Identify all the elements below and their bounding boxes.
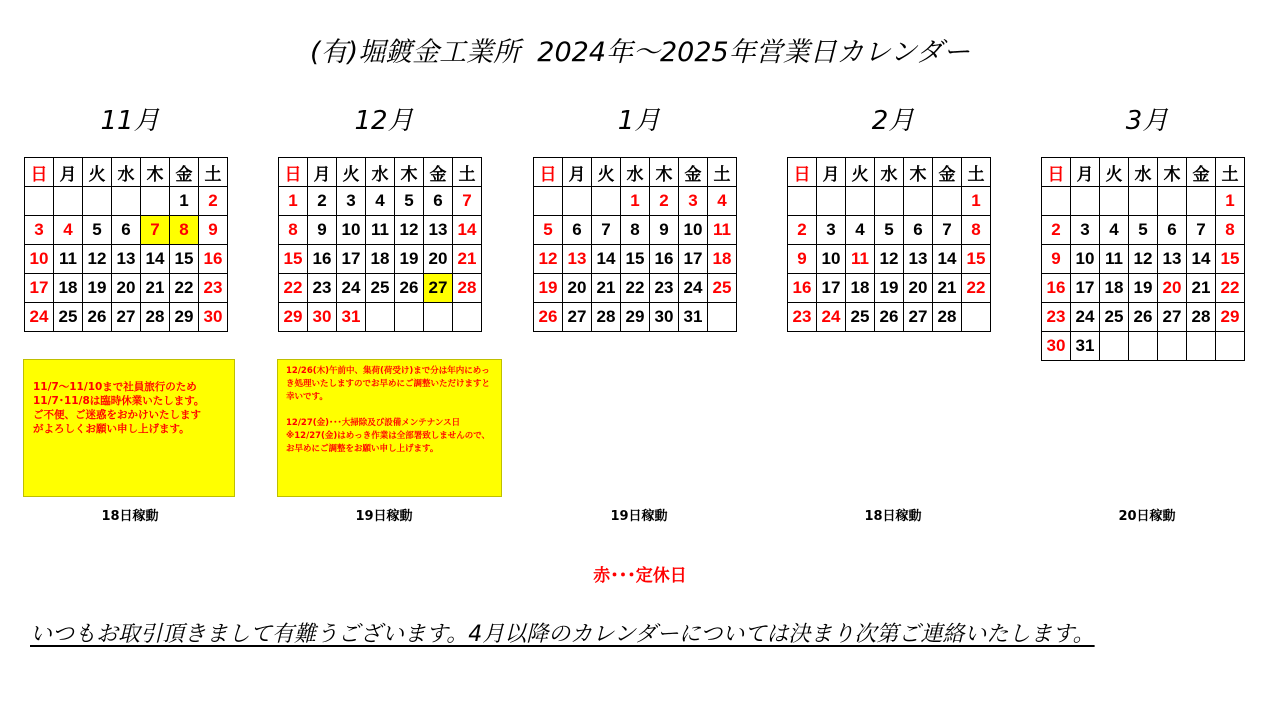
day-cell: 11 bbox=[366, 216, 395, 245]
day-cell: 7 bbox=[1187, 216, 1216, 245]
day-cell: 11 bbox=[708, 216, 737, 245]
day-cell: 22 bbox=[279, 274, 308, 303]
day-cell: 3 bbox=[679, 187, 708, 216]
day-cell bbox=[1158, 332, 1187, 361]
day-cell: 3 bbox=[817, 216, 846, 245]
day-cell bbox=[1187, 187, 1216, 216]
weekday-header: 水 bbox=[366, 158, 395, 187]
calendar-feb bbox=[787, 157, 991, 332]
note-december bbox=[277, 359, 502, 497]
day-cell: 12 bbox=[534, 245, 563, 274]
day-cell: 13 bbox=[1158, 245, 1187, 274]
weekday-header: 金 bbox=[679, 158, 708, 187]
month-label-nov: 11月 bbox=[100, 106, 160, 136]
note-line: がよろしくお願い申し上げます。 bbox=[33, 423, 190, 435]
weekday-header: 土 bbox=[1216, 158, 1245, 187]
day-cell: 1 bbox=[279, 187, 308, 216]
day-cell: 6 bbox=[1158, 216, 1187, 245]
calendar-jan bbox=[533, 157, 737, 332]
day-cell: 10 bbox=[817, 245, 846, 274]
day-cell: 13 bbox=[904, 245, 933, 274]
day-cell: 4 bbox=[1100, 216, 1129, 245]
day-cell: 6 bbox=[563, 216, 592, 245]
day-cell: 14 bbox=[933, 245, 962, 274]
day-cell: 11 bbox=[1100, 245, 1129, 274]
day-cell: 24 bbox=[337, 274, 366, 303]
day-cell: 29 bbox=[621, 303, 650, 332]
day-cell: 30 bbox=[1042, 332, 1071, 361]
weekday-header: 日 bbox=[788, 158, 817, 187]
weekday-header: 月 bbox=[817, 158, 846, 187]
day-cell: 30 bbox=[199, 303, 228, 332]
day-cell: 17 bbox=[337, 245, 366, 274]
day-cell: 9 bbox=[308, 216, 337, 245]
day-cell bbox=[1216, 332, 1245, 361]
day-cell: 14 bbox=[592, 245, 621, 274]
day-cell: 9 bbox=[650, 216, 679, 245]
day-cell: 19 bbox=[534, 274, 563, 303]
workdays-nov: 18日稼動 bbox=[101, 509, 159, 524]
day-cell: 28 bbox=[1187, 303, 1216, 332]
weekday-header: 月 bbox=[54, 158, 83, 187]
day-cell: 21 bbox=[1187, 274, 1216, 303]
day-cell: 24 bbox=[25, 303, 54, 332]
day-cell: 12 bbox=[875, 245, 904, 274]
day-cell: 3 bbox=[25, 216, 54, 245]
weekday-header: 木 bbox=[904, 158, 933, 187]
day-cell: 26 bbox=[83, 303, 112, 332]
day-cell: 1 bbox=[170, 187, 199, 216]
day-cell bbox=[453, 303, 482, 332]
day-cell: 17 bbox=[679, 245, 708, 274]
day-cell: 23 bbox=[650, 274, 679, 303]
workdays-jan: 19日稼動 bbox=[610, 509, 668, 524]
day-cell: 8 bbox=[962, 216, 991, 245]
day-cell: 1 bbox=[621, 187, 650, 216]
day-cell: 16 bbox=[788, 274, 817, 303]
day-cell: 19 bbox=[83, 274, 112, 303]
day-cell: 27 bbox=[904, 303, 933, 332]
weekday-header: 水 bbox=[112, 158, 141, 187]
day-cell bbox=[846, 187, 875, 216]
weekday-header: 水 bbox=[1129, 158, 1158, 187]
day-cell: 11 bbox=[846, 245, 875, 274]
day-cell: 2 bbox=[1042, 216, 1071, 245]
month-label-mar: 3月 bbox=[1125, 106, 1169, 136]
weekday-header: 土 bbox=[708, 158, 737, 187]
day-cell bbox=[1100, 187, 1129, 216]
day-cell: 31 bbox=[337, 303, 366, 332]
weekday-header: 金 bbox=[424, 158, 453, 187]
day-cell: 5 bbox=[1129, 216, 1158, 245]
day-cell: 23 bbox=[1042, 303, 1071, 332]
month-label-feb: 2月 bbox=[871, 106, 915, 136]
day-cell: 25 bbox=[366, 274, 395, 303]
day-cell: 11 bbox=[54, 245, 83, 274]
note-line: 11/7～11/10まで社員旅行のため bbox=[33, 381, 197, 393]
day-cell: 6 bbox=[904, 216, 933, 245]
day-cell: 1 bbox=[1216, 187, 1245, 216]
day-cell: 10 bbox=[1071, 245, 1100, 274]
weekday-header: 土 bbox=[962, 158, 991, 187]
day-cell: 18 bbox=[366, 245, 395, 274]
day-cell: 19 bbox=[395, 245, 424, 274]
weekday-header: 土 bbox=[199, 158, 228, 187]
day-cell: 5 bbox=[534, 216, 563, 245]
day-cell bbox=[962, 303, 991, 332]
day-cell bbox=[1100, 332, 1129, 361]
workdays-mar: 20日稼動 bbox=[1118, 509, 1176, 524]
day-cell: 10 bbox=[25, 245, 54, 274]
day-cell: 9 bbox=[199, 216, 228, 245]
day-cell bbox=[592, 187, 621, 216]
day-cell: 20 bbox=[424, 245, 453, 274]
day-cell bbox=[875, 187, 904, 216]
day-cell bbox=[395, 303, 424, 332]
day-cell: 9 bbox=[1042, 245, 1071, 274]
weekday-header: 土 bbox=[453, 158, 482, 187]
day-cell: 23 bbox=[199, 274, 228, 303]
weekday-header: 火 bbox=[592, 158, 621, 187]
day-cell: 4 bbox=[366, 187, 395, 216]
weekday-header: 水 bbox=[621, 158, 650, 187]
day-cell: 7 bbox=[141, 216, 170, 245]
day-cell: 1 bbox=[962, 187, 991, 216]
day-cell: 20 bbox=[563, 274, 592, 303]
day-cell: 19 bbox=[875, 274, 904, 303]
day-cell: 4 bbox=[54, 216, 83, 245]
day-cell: 10 bbox=[679, 216, 708, 245]
day-cell bbox=[1129, 332, 1158, 361]
day-cell: 18 bbox=[1100, 274, 1129, 303]
day-cell bbox=[54, 187, 83, 216]
day-cell bbox=[563, 187, 592, 216]
day-cell: 31 bbox=[679, 303, 708, 332]
day-cell: 29 bbox=[170, 303, 199, 332]
day-cell: 5 bbox=[83, 216, 112, 245]
day-cell: 8 bbox=[279, 216, 308, 245]
day-cell bbox=[1042, 187, 1071, 216]
note-line: 11/7･11/8は臨時休業いたします。 bbox=[33, 395, 205, 407]
day-cell: 21 bbox=[141, 274, 170, 303]
note-line: ご不便、ご迷惑をおかけいたします bbox=[33, 409, 201, 421]
day-cell: 24 bbox=[1071, 303, 1100, 332]
day-cell: 27 bbox=[112, 303, 141, 332]
day-cell: 24 bbox=[817, 303, 846, 332]
day-cell: 2 bbox=[308, 187, 337, 216]
weekday-header: 日 bbox=[25, 158, 54, 187]
day-cell: 25 bbox=[846, 303, 875, 332]
day-cell: 13 bbox=[424, 216, 453, 245]
day-cell bbox=[534, 187, 563, 216]
day-cell: 14 bbox=[141, 245, 170, 274]
day-cell bbox=[1071, 187, 1100, 216]
day-cell bbox=[25, 187, 54, 216]
day-cell: 23 bbox=[308, 274, 337, 303]
day-cell: 12 bbox=[1129, 245, 1158, 274]
day-cell: 7 bbox=[592, 216, 621, 245]
day-cell bbox=[141, 187, 170, 216]
day-cell: 7 bbox=[453, 187, 482, 216]
holiday-legend: 赤･･･定休日 bbox=[593, 566, 687, 586]
note-line: 12/26(木)午前中、集荷(荷受け)まで分は年内にめっき処理いたしますのでお早めにご調整いただけますと幸いです。 bbox=[286, 366, 491, 402]
day-cell: 9 bbox=[788, 245, 817, 274]
day-cell: 20 bbox=[904, 274, 933, 303]
day-cell: 25 bbox=[708, 274, 737, 303]
day-cell: 15 bbox=[621, 245, 650, 274]
day-cell: 29 bbox=[279, 303, 308, 332]
day-cell: 20 bbox=[112, 274, 141, 303]
day-cell: 13 bbox=[112, 245, 141, 274]
day-cell: 19 bbox=[1129, 274, 1158, 303]
day-cell: 22 bbox=[962, 274, 991, 303]
day-cell: 2 bbox=[199, 187, 228, 216]
day-cell bbox=[1129, 187, 1158, 216]
day-cell bbox=[112, 187, 141, 216]
weekday-header: 月 bbox=[1071, 158, 1100, 187]
day-cell: 17 bbox=[25, 274, 54, 303]
day-cell: 30 bbox=[308, 303, 337, 332]
day-cell: 21 bbox=[453, 245, 482, 274]
day-cell: 6 bbox=[112, 216, 141, 245]
footer-message: いつもお取引頂きまして有難うございます。4月以降のカレンダーについては決まり次第ご連絡いたします。 bbox=[30, 622, 1095, 647]
day-cell: 30 bbox=[650, 303, 679, 332]
month-label-dec: 12月 bbox=[354, 106, 414, 136]
day-cell: 7 bbox=[933, 216, 962, 245]
day-cell: 18 bbox=[54, 274, 83, 303]
day-cell: 15 bbox=[1216, 245, 1245, 274]
note-line: ※12/27(金)はめっき作業は全部署致しませんので、お早めにご調整をお願い申し上げます。 bbox=[286, 431, 491, 454]
day-cell: 26 bbox=[1129, 303, 1158, 332]
day-cell: 8 bbox=[621, 216, 650, 245]
workdays-feb: 18日稼動 bbox=[864, 509, 922, 524]
weekday-header: 月 bbox=[308, 158, 337, 187]
day-cell: 31 bbox=[1071, 332, 1100, 361]
day-cell: 26 bbox=[395, 274, 424, 303]
day-cell: 26 bbox=[875, 303, 904, 332]
day-cell: 28 bbox=[592, 303, 621, 332]
month-label-jan: 1月 bbox=[617, 106, 661, 136]
day-cell: 10 bbox=[337, 216, 366, 245]
weekday-header: 木 bbox=[1158, 158, 1187, 187]
day-cell bbox=[1158, 187, 1187, 216]
day-cell: 22 bbox=[621, 274, 650, 303]
day-cell bbox=[708, 303, 737, 332]
day-cell: 16 bbox=[650, 245, 679, 274]
day-cell: 25 bbox=[54, 303, 83, 332]
weekday-header: 金 bbox=[170, 158, 199, 187]
calendar-dec bbox=[278, 157, 482, 332]
page-title: (有)堀鍍金工業所 2024年～2025年営業日カレンダー bbox=[310, 37, 970, 68]
day-cell: 4 bbox=[846, 216, 875, 245]
day-cell: 15 bbox=[170, 245, 199, 274]
day-cell: 28 bbox=[933, 303, 962, 332]
day-cell: 6 bbox=[424, 187, 453, 216]
day-cell: 25 bbox=[1100, 303, 1129, 332]
day-cell: 16 bbox=[308, 245, 337, 274]
day-cell: 27 bbox=[424, 274, 453, 303]
weekday-header: 火 bbox=[83, 158, 112, 187]
day-cell: 15 bbox=[962, 245, 991, 274]
day-cell: 24 bbox=[679, 274, 708, 303]
day-cell: 28 bbox=[141, 303, 170, 332]
day-cell: 17 bbox=[1071, 274, 1100, 303]
calendar-mar bbox=[1041, 157, 1245, 361]
day-cell bbox=[788, 187, 817, 216]
weekday-header: 水 bbox=[875, 158, 904, 187]
day-cell bbox=[817, 187, 846, 216]
weekday-header: 木 bbox=[141, 158, 170, 187]
day-cell: 21 bbox=[592, 274, 621, 303]
note-november bbox=[23, 359, 235, 497]
day-cell bbox=[424, 303, 453, 332]
calendar-nov bbox=[24, 157, 228, 332]
weekday-header: 日 bbox=[1042, 158, 1071, 187]
weekday-header: 日 bbox=[279, 158, 308, 187]
day-cell: 21 bbox=[933, 274, 962, 303]
day-cell: 28 bbox=[453, 274, 482, 303]
day-cell: 13 bbox=[563, 245, 592, 274]
day-cell: 16 bbox=[1042, 274, 1071, 303]
day-cell: 18 bbox=[708, 245, 737, 274]
weekday-header: 火 bbox=[846, 158, 875, 187]
day-cell: 8 bbox=[170, 216, 199, 245]
day-cell: 4 bbox=[708, 187, 737, 216]
day-cell: 14 bbox=[1187, 245, 1216, 274]
day-cell bbox=[904, 187, 933, 216]
day-cell: 27 bbox=[1158, 303, 1187, 332]
day-cell: 15 bbox=[279, 245, 308, 274]
day-cell: 3 bbox=[337, 187, 366, 216]
day-cell: 12 bbox=[83, 245, 112, 274]
day-cell: 20 bbox=[1158, 274, 1187, 303]
day-cell: 26 bbox=[534, 303, 563, 332]
day-cell: 22 bbox=[1216, 274, 1245, 303]
day-cell bbox=[83, 187, 112, 216]
weekday-header: 木 bbox=[650, 158, 679, 187]
day-cell: 5 bbox=[875, 216, 904, 245]
day-cell: 2 bbox=[788, 216, 817, 245]
day-cell: 18 bbox=[846, 274, 875, 303]
day-cell bbox=[366, 303, 395, 332]
weekday-header: 木 bbox=[395, 158, 424, 187]
weekday-header: 火 bbox=[337, 158, 366, 187]
weekday-header: 日 bbox=[534, 158, 563, 187]
day-cell: 16 bbox=[199, 245, 228, 274]
day-cell: 27 bbox=[563, 303, 592, 332]
day-cell: 8 bbox=[1216, 216, 1245, 245]
weekday-header: 金 bbox=[933, 158, 962, 187]
day-cell: 3 bbox=[1071, 216, 1100, 245]
day-cell: 2 bbox=[650, 187, 679, 216]
day-cell: 22 bbox=[170, 274, 199, 303]
day-cell: 5 bbox=[395, 187, 424, 216]
note-line: 12/27(金)･･･大掃除及び設備メンテナンス日 bbox=[286, 418, 461, 428]
workdays-dec: 19日稼動 bbox=[355, 509, 413, 524]
day-cell: 17 bbox=[817, 274, 846, 303]
weekday-header: 火 bbox=[1100, 158, 1129, 187]
day-cell: 29 bbox=[1216, 303, 1245, 332]
weekday-header: 月 bbox=[563, 158, 592, 187]
day-cell bbox=[1187, 332, 1216, 361]
day-cell: 12 bbox=[395, 216, 424, 245]
day-cell bbox=[933, 187, 962, 216]
weekday-header: 金 bbox=[1187, 158, 1216, 187]
day-cell: 23 bbox=[788, 303, 817, 332]
day-cell: 14 bbox=[453, 216, 482, 245]
